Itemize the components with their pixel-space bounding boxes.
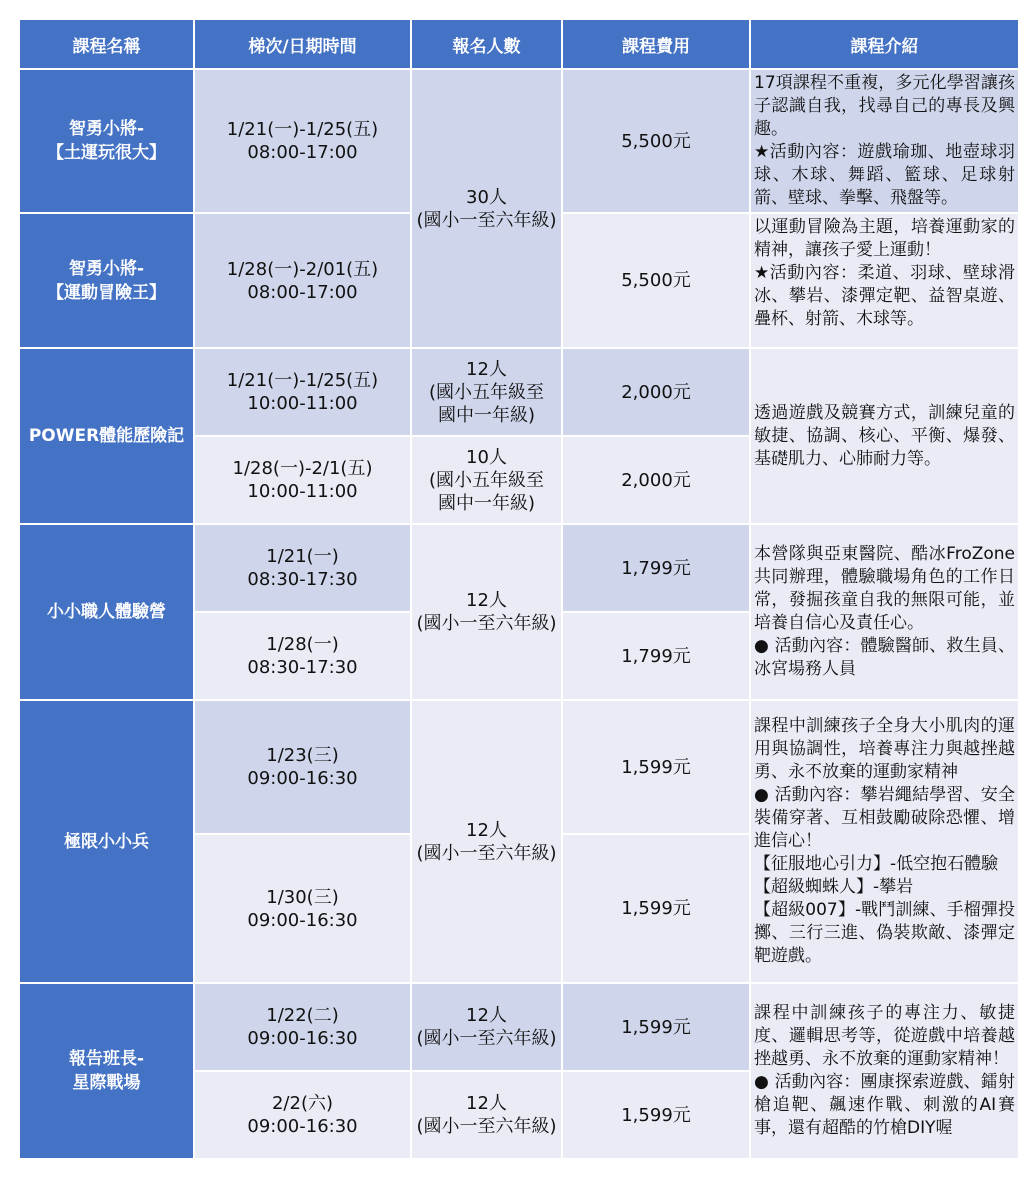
table-row xyxy=(20,525,1018,611)
session-date: 1/21(一)-1/25(五) 10:00-11:00 xyxy=(195,349,410,435)
course-name: 智勇小將- 【土運玩很大】 xyxy=(20,70,193,212)
course-intro: 課程中訓練孩子全身大小肌肉的運用與協調性，培養專注力與越挫越勇、永不放棄的運動家精神 ● 活動內容：攀岩繩結學習、安全裝備穿著、互相鼓勵破除恐懼、增進信心！ 【征服地心引力】-低空抱石體驗 【超級蜘蛛人】-攀岩 【超級007】-戰鬥訓練、手榴彈投擲、三行三進、偽裝欺敵、漆彈定靶遊戲。 xyxy=(751,701,1018,982)
session-date: 1/22(二) 09:00-16:30 xyxy=(195,984,410,1070)
header-fee: 課程費用 xyxy=(563,20,749,68)
session-date: 1/21(一)-1/25(五) 08:00-17:00 xyxy=(195,70,410,212)
table-row xyxy=(20,701,1018,833)
enrollment: 12人 (國小一至六年級) xyxy=(412,984,561,1070)
enrollment: 10人 (國小五年級至 國中一年級) xyxy=(412,437,561,523)
table-row xyxy=(20,349,1018,435)
header-intro: 課程介紹 xyxy=(751,20,1018,68)
course-name: 極限小小兵 xyxy=(20,701,193,982)
session-date: 1/21(一) 08:30-17:30 xyxy=(195,525,410,611)
header-course-name: 課程名稱 xyxy=(20,20,193,68)
course-fee: 1,599元 xyxy=(563,1072,749,1158)
course-fee: 1,599元 xyxy=(563,701,749,833)
table-row xyxy=(20,984,1018,1070)
table-row xyxy=(20,70,1018,212)
course-intro: 以運動冒險為主題，培養運動家的精神，讓孩子愛上運動！ ★活動內容：柔道、羽球、壁球滑冰、攀岩、漆彈定靶、益智桌遊、疊杯、射箭、木球等。 xyxy=(751,214,1018,347)
session-date: 2/2(六) 09:00-16:30 xyxy=(195,1072,410,1158)
header-row xyxy=(20,20,1018,68)
session-date: 1/30(三) 09:00-16:30 xyxy=(195,835,410,982)
course-fee: 5,500元 xyxy=(563,214,749,347)
header-enrollment: 報名人數 xyxy=(412,20,561,68)
course-name: 小小職人體驗營 xyxy=(20,525,193,699)
session-date: 1/28(一)-2/01(五) 08:00-17:00 xyxy=(195,214,410,347)
course-fee: 1,799元 xyxy=(563,613,749,699)
session-date: 1/23(三) 09:00-16:30 xyxy=(195,701,410,833)
course-table xyxy=(18,18,1020,1160)
header-session: 梯次/日期時間 xyxy=(195,20,410,68)
course-fee: 5,500元 xyxy=(563,70,749,212)
course-name: 智勇小將- 【運動冒險王】 xyxy=(20,214,193,347)
course-fee: 1,799元 xyxy=(563,525,749,611)
session-date: 1/28(一) 08:30-17:30 xyxy=(195,613,410,699)
course-fee: 2,000元 xyxy=(563,437,749,523)
course-intro: 本營隊與亞東醫院、酷冰FroZone共同辦理，體驗職場角色的工作日常，發掘孩童自我的無限可能，並培養自信心及責任心。 ● 活動內容：體驗醫師、救生員、冰宮場務人員 xyxy=(751,525,1018,699)
course-intro: 透過遊戲及競賽方式，訓練兒童的敏捷、協調、核心、平衡、爆發、基礎肌力、心肺耐力等。 xyxy=(751,349,1018,523)
course-intro: 17項課程不重複，多元化學習讓孩子認識自我，找尋自己的專長及興趣。 ★活動內容：遊戲瑜珈、地壺球羽球、木球、舞蹈、籃球、足球射箭、壁球、拳擊、飛盤等。 xyxy=(751,70,1018,212)
course-fee: 1,599元 xyxy=(563,984,749,1070)
course-fee: 1,599元 xyxy=(563,835,749,982)
enrollment: 30人 (國小一至六年級) xyxy=(412,70,561,347)
enrollment: 12人 (國小一至六年級) xyxy=(412,701,561,982)
course-intro: 課程中訓練孩子的專注力、敏捷度、邏輯思考等，從遊戲中培養越挫越勇、永不放棄的運動家精神！ ● 活動內容：團康探索遊戲、鐳射槍追靶、飆速作戰、刺激的AI賽事，還有超酷的竹槍DIY喔 xyxy=(751,984,1018,1158)
course-name: POWER體能歷險記 xyxy=(20,349,193,523)
enrollment: 12人 (國小五年級至 國中一年級) xyxy=(412,349,561,435)
enrollment: 12人 (國小一至六年級) xyxy=(412,525,561,699)
enrollment: 12人 (國小一至六年級) xyxy=(412,1072,561,1158)
course-fee: 2,000元 xyxy=(563,349,749,435)
course-name: 報告班長- 星際戰場 xyxy=(20,984,193,1158)
session-date: 1/28(一)-2/1(五) 10:00-11:00 xyxy=(195,437,410,523)
